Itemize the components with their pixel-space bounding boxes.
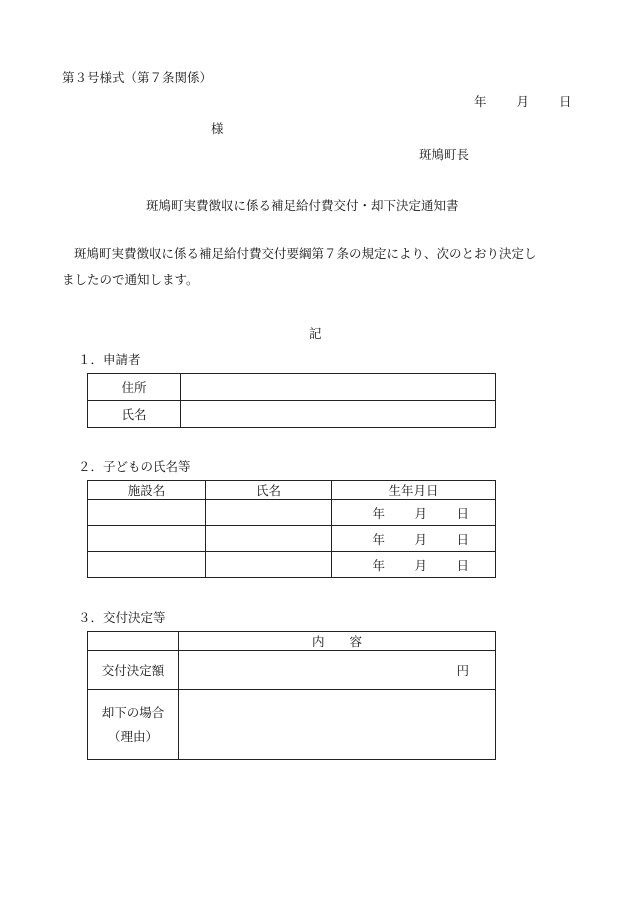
applicant-table — [87, 373, 496, 428]
document-title: 斑鳩町実費徴収に係る補足給付費交付・却下決定通知書 — [146, 198, 459, 213]
child-name-cell[interactable] — [206, 526, 332, 552]
address-value[interactable] — [181, 374, 496, 401]
col-birthdate: 生年月日 — [332, 481, 496, 500]
date-day: 日 — [559, 94, 572, 109]
child-name-cell[interactable] — [206, 500, 332, 526]
section2-heading: ２．子どもの氏名等 — [78, 459, 191, 474]
currency-unit: 円 — [456, 663, 469, 678]
col-content: 内 容 — [179, 632, 496, 651]
addressee-suffix: 様 — [211, 121, 224, 136]
table-row — [88, 526, 496, 552]
col-child-name: 氏名 — [206, 481, 332, 500]
children-table — [87, 480, 496, 578]
facility-cell[interactable] — [88, 552, 206, 578]
reject-label-line1: 却下の場合 — [101, 704, 165, 720]
date-month: 月 — [516, 94, 530, 109]
reject-label-line2: （理由） — [107, 728, 158, 744]
name-label: 氏名 — [88, 401, 181, 428]
decision-table — [87, 631, 496, 760]
table-row — [88, 552, 496, 578]
birthdate-cell[interactable]: 年 月 日 — [332, 526, 496, 552]
header-date — [474, 96, 572, 109]
section3-heading: ３．交付決定等 — [78, 610, 166, 625]
reject-reason[interactable] — [179, 690, 496, 760]
issuer: 斑鳩町長 — [419, 147, 470, 162]
ki-heading: 記 — [309, 326, 322, 341]
amount-label: 交付決定額 — [88, 651, 179, 690]
facility-cell[interactable] — [88, 500, 206, 526]
name-value[interactable] — [181, 401, 496, 428]
col-facility: 施設名 — [88, 481, 206, 500]
form-number: 第３号様式（第７条関係） — [62, 70, 213, 85]
body-line-2: ましたので通知します。 — [62, 272, 199, 287]
address-label: 住所 — [88, 374, 181, 401]
reject-label — [88, 690, 179, 760]
child-name-cell[interactable] — [206, 552, 332, 578]
table-row — [88, 500, 496, 526]
birthdate-cell[interactable]: 年 月 日 — [332, 552, 496, 578]
amount-value[interactable] — [179, 651, 496, 690]
date-year: 年 — [474, 94, 487, 109]
body-line-1: 斑鳩町実費徴収に係る補足給付費交付要綱第７条の規定により、次のとおり決定し — [74, 246, 537, 261]
birthdate-cell[interactable]: 年 月 日 — [332, 500, 496, 526]
section1-heading: １．申請者 — [78, 352, 141, 367]
header-blank — [88, 632, 179, 651]
facility-cell[interactable] — [88, 526, 206, 552]
